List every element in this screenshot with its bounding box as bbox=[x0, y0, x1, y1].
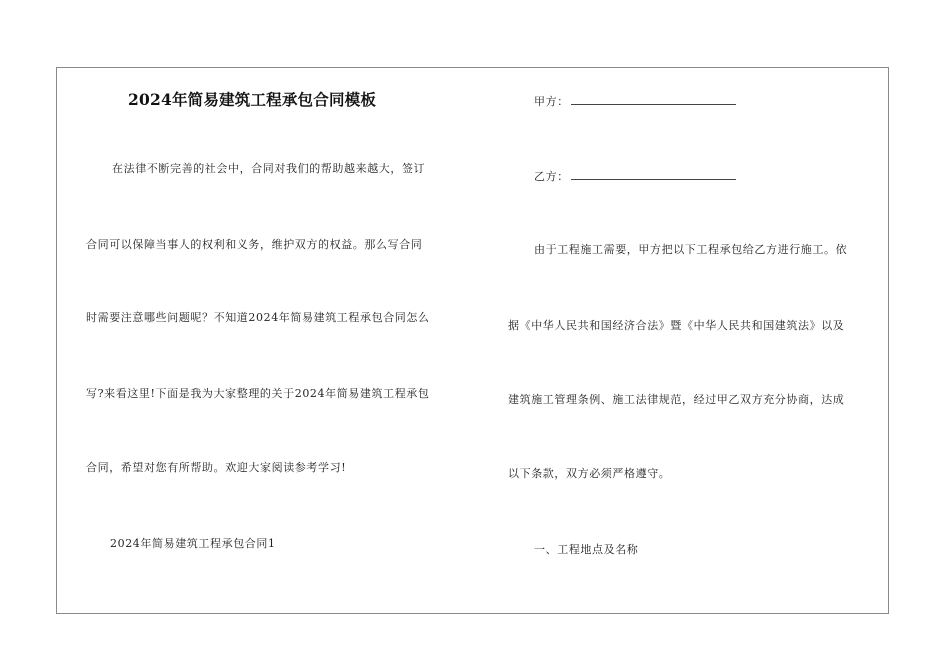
party-a-label: 甲方： bbox=[534, 95, 569, 108]
right-paragraph-line-2: 据《中华人民共和国经济合法》暨《中华人民共和国建筑法》以及 bbox=[508, 319, 845, 332]
right-paragraph-line-4: 以下条款，双方必须严格遵守。 bbox=[508, 467, 671, 480]
contract-subheading: 2024年简易建筑工程承包合同1 bbox=[110, 537, 276, 550]
left-paragraph-line-2: 合同可以保障当事人的权利和义务，维护双方的权益。那么写合同 bbox=[86, 238, 423, 251]
left-paragraph-line-3: 时需要注意哪些问题呢？不知道2024年简易建筑工程承包合同怎么 bbox=[86, 311, 430, 324]
left-paragraph-line-4: 写?来看这里!下面是我为大家整理的关于2024年简易建筑工程承包 bbox=[86, 387, 430, 400]
left-paragraph-line-5: 合同，希望对您有所帮助。欢迎大家阅读参考学习! bbox=[86, 461, 347, 474]
document-page-frame bbox=[56, 67, 889, 614]
right-paragraph-line-1: 由于工程施工需要，甲方把以下工程承包给乙方进行施工。依 bbox=[534, 243, 848, 256]
party-b-label: 乙方： bbox=[534, 170, 569, 183]
party-a-blank-line bbox=[571, 94, 736, 105]
party-a-field bbox=[534, 94, 736, 109]
party-b-blank-line bbox=[571, 169, 736, 180]
party-b-field bbox=[534, 169, 736, 184]
right-paragraph-line-3: 建筑施工管理条例、施工法律规范，经过甲乙双方充分协商，达成 bbox=[508, 393, 845, 406]
left-paragraph-line-1: 在法律不断完善的社会中，合同对我们的帮助越来越大，签订 bbox=[112, 162, 426, 175]
document-title: 2024年简易建筑工程承包合同模板 bbox=[128, 90, 377, 109]
section-heading-1: 一、工程地点及名称 bbox=[534, 543, 639, 556]
